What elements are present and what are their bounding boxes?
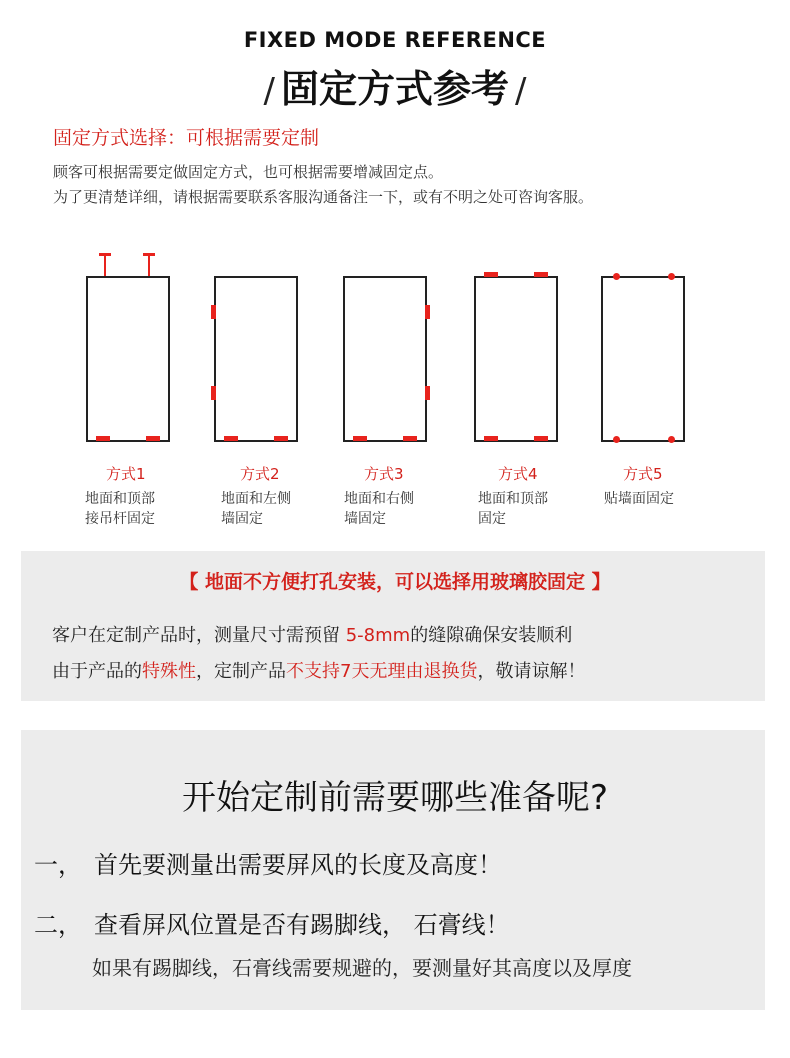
floor-fixing-right (403, 436, 417, 441)
wall-fixing-top (425, 305, 430, 319)
method-2-label: 方式2 (240, 465, 280, 483)
wall-fixing-bottom (211, 386, 216, 400)
method-4-label: 方式4 (498, 465, 538, 483)
screen-frame (474, 276, 558, 442)
method-5-label: 方式5 (623, 465, 663, 483)
top-fixing-right (534, 272, 548, 277)
notice-line1: 客户在定制产品时，测量尺寸需预留 5-8mm的缝隙确保安装顺利 (52, 625, 573, 646)
wall-fixing-point-top-left (613, 273, 620, 280)
floor-fixing-left (353, 436, 367, 441)
hanger-rod-left-stem (104, 253, 106, 277)
method-2-desc: 地面和左侧 墙固定 (221, 491, 291, 527)
floor-fixing-right (534, 436, 548, 441)
selection-desc-line1: 顾客可根据需要定做固定方式，也可根据需要增减固定点。 (53, 163, 444, 181)
wall-fixing-bottom (425, 386, 430, 400)
method-1-desc: 地面和顶部 接吊杆固定 (85, 491, 155, 527)
selection-title: 固定方式选择：可根据需要定制 (53, 127, 320, 149)
floor-fixing-left (96, 436, 110, 441)
notice-line2: 由于产品的特殊性，定制产品不支持7天无理由退换货，敬请谅解！ (52, 661, 586, 682)
step-2-number: 二， (34, 911, 82, 939)
method-4-desc: 地面和顶部 固定 (478, 491, 548, 527)
step-2-text: 查看屏风位置是否有踢脚线， 石膏线！ (94, 911, 510, 939)
hanger-rod-right-stem (148, 253, 150, 277)
wall-fixing-top (211, 305, 216, 319)
step-1 (34, 845, 502, 880)
screen-frame (86, 276, 170, 442)
top-fixing-left (484, 272, 498, 277)
title-slash-right: / (515, 71, 527, 111)
floor-fixing-left (224, 436, 238, 441)
step-2 (34, 905, 510, 940)
gap-value: 5-8mm (345, 625, 411, 646)
floor-fixing-right (146, 436, 160, 441)
method-1-label: 方式1 (106, 465, 146, 483)
chinese-title (0, 58, 790, 113)
step-1-text: 首先要测量出需要屏风的长度及高度！ (94, 851, 502, 879)
particularity-highlight: 特殊性 (142, 661, 196, 682)
title-slash-left: / (263, 71, 275, 111)
wall-fixing-point-bottom-right (668, 436, 675, 443)
preparation-title: 开始定制前需要哪些准备呢? (181, 778, 609, 818)
floor-fixing-right (274, 436, 288, 441)
step-1-number: 一， (34, 851, 82, 879)
chinese-title-text: 固定方式参考 (280, 67, 509, 111)
wall-fixing-point-bottom-left (613, 436, 620, 443)
method-3-desc: 地面和右侧 墙固定 (344, 491, 414, 527)
method-5-desc: 贴墙面固定 (604, 491, 674, 507)
method-3-label: 方式3 (364, 465, 404, 483)
selection-desc-line2: 为了更清楚详细，请根据需要联系客服沟通备注一下，或有不明之处可咨询客服。 (53, 188, 594, 206)
screen-frame (214, 276, 298, 442)
screen-frame (343, 276, 427, 442)
no-return-highlight: 不支持7天无理由退换货 (286, 661, 478, 682)
step-2-note: 如果有踢脚线，石膏线需要规避的，要测量好其高度以及厚度 (92, 956, 632, 980)
notice-title: 【 地面不方便打孔安装，可以选择用玻璃胶固定 】 (179, 571, 611, 593)
screen-frame (601, 276, 685, 442)
floor-fixing-left (484, 436, 498, 441)
english-title: FIXED MODE REFERENCE (243, 28, 547, 52)
wall-fixing-point-top-right (668, 273, 675, 280)
